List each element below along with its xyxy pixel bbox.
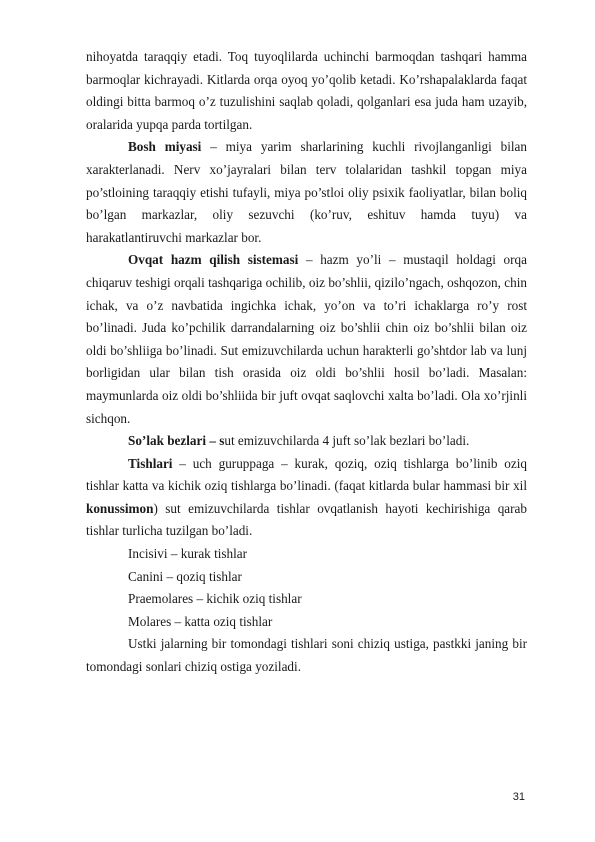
paragraph-digestive-system [86,249,527,430]
paragraph-salivary-glands [86,430,527,453]
paragraph-teeth-text-a: – uch guruppaga – kurak, qoziq, oziq tishlarga bo’linib oziq tishlar katta va kichik oziq tishlarga bo’linadi. (faqat kitlarda bular hammasi bir xil [86,455,527,494]
term-conical: konussimon [86,500,154,516]
list-item-praemolares: Praemolares – kichik oziq tishlar [128,591,302,607]
paragraph-teeth [86,453,527,543]
page-number: 31 [512,791,525,803]
paragraph-salivary-text: ut emizuvchilarda 4 juft so’lak bezlari bo’ladi. [224,433,470,449]
list-item-canini: Canini – qoziq tishlar [128,568,242,584]
paragraph-teeth-text-b: ) sut emizuvchilarda tishlar ovqatlanish hayoti kechirishiga qarab tishlar turlicha tuzilgan bo’ladi. [86,500,527,539]
list-item-incisivi: Incisivi – kurak tishlar [128,546,248,562]
paragraph-limbs: nihoyatda taraqqiy etadi. Toq tuyoqlilarda uchinchi barmoqdan tashqari hamma barmoqlar kichrayadi. Kitlarda orqa oyoq yo’qolib ketadi. Ko’rshapalaklarda faqat oldingi bitta barmoq o’z tuzulishini saqlab qoladi, qolganlari esa juda ham uzayib, oralarida yupqa parda tortilgan. [86,49,527,132]
term-teeth: Tishlari [128,455,173,471]
term-digestive-system: Ovqat hazm qilish sistemasi [128,252,299,268]
document-page [86,46,527,679]
term-brain: Bosh miyasi [128,139,202,155]
paragraph-dental-formula: Ustki jalarning bir tomondagi tishlari soni chiziq ustiga, pastkki janing bir tomondagi sonlari chiziq ostiga yoziladi. [86,636,527,675]
paragraph-digestive-text: – hazm yo’li – mustaqil holdagi orqa chiqaruv teshigi orqali tashqariga ochilib, oiz bo’shlii, qizilo’ngach, oshqozon, chin ichak, va o’z navbatida ingichka ichak, yo’on va to’ri ichaklarga ro’y rost bo’linadi. Juda ko’pchilik darrandalarning oiz bo’shlii chin oiz bo’shlii bilan oiz oldi bo’shliiga bo’linadi. Sut emizuvchilarda uchun harakterli go’shtdor lab va lunj borligidan ular bilan tish orasida oiz oldi bo’shlii hosil bo’ladi. Masalan: maymunlarda oiz oldi bo’shliida bir juft ovqat saqlovchi xalta bo’ladi. Ola xo’rjinli sichqon. [86,252,527,426]
list-item-molares: Molares – katta oziq tishlar [128,613,273,629]
paragraph-brain [86,136,527,249]
term-salivary-glands: So’lak bezlari – s [128,433,225,449]
paragraph-brain-text: – miya yarim sharlarining kuchli rivojlanganligi bilan xarakterlanadi. Nerv xo’jayralari bilan terv tolalaridan tashkil topgan miya po’stloining taraqqiy etishi tufayli, miya po’stloi oliy psixik faoliyatlar, bilan boliq bo’lgan markazlar, oliy sezuvchi (ko’ruv, eshituv hamda tuyu) va harakatlantiruvchi markazlar bor. [86,139,527,245]
